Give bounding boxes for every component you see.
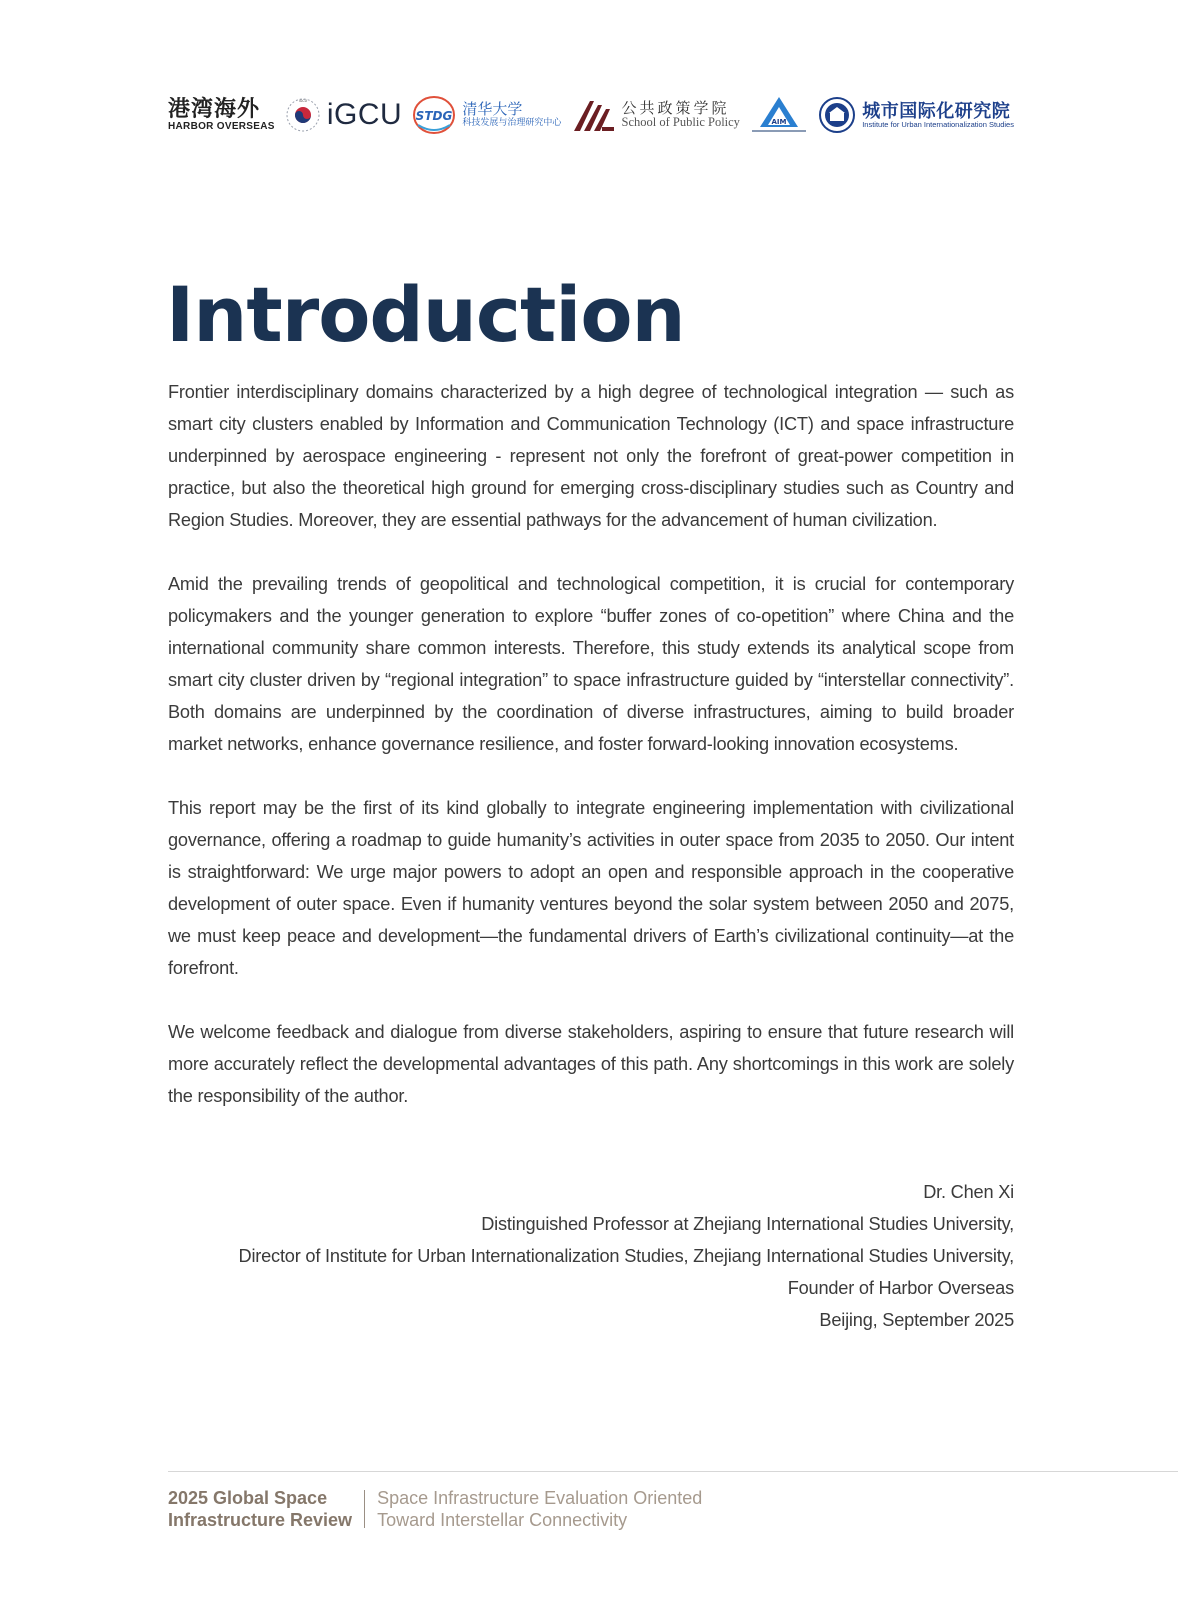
tsinghua-logo-cn: 清华大学 <box>462 100 523 119</box>
spp-logo-cn: 公共政策学院 <box>621 98 730 117</box>
footer-subtitle-line2: Toward Interstellar Connectivity <box>377 1510 628 1530</box>
paragraph-2: Amid the prevailing trends of geopolitical and technological competition, it is crucial for contemporary policymakers and the younger generation to explore “buffer zones of co-opetition” where China and the international community share common interests. Therefore, this study extends its analytical scope from smart city cluster driven by “regional integration” to space infrastructure guided by “interstellar connectivity”. Both domains are underpinned by the coordination of diverse infrastructures, aiming to build broader market networks, enhance governance resilience, and foster forward-looking innovation ecosystems. <box>168 574 1014 754</box>
tsinghua-stdg-logo <box>412 95 561 135</box>
iuis-emblem-icon <box>818 96 856 134</box>
spp-emblem-icon <box>572 97 616 133</box>
school-of-public-policy-logo <box>572 97 740 133</box>
svg-text:STDG: STDG <box>416 109 453 123</box>
author-name: Dr. Chen Xi <box>923 1182 1014 1202</box>
iuis-logo <box>818 96 1014 134</box>
page-title: Introduction <box>166 270 685 359</box>
svg-text:iGCU: iGCU <box>298 99 307 103</box>
logo-bar <box>168 92 1014 138</box>
author-title-1: Distinguished Professor at Zhejiang International Studies University, <box>481 1214 1014 1234</box>
footer-report-title-line2: Infrastructure Review <box>168 1510 353 1530</box>
stdg-emblem-icon <box>412 95 456 135</box>
footer-report-title <box>168 1487 364 1531</box>
svg-text:AIM: AIM <box>771 118 787 126</box>
aim-emblem-icon <box>750 95 808 135</box>
footer-subtitle-line1: Space Infrastructure Evaluation Oriented <box>377 1488 703 1508</box>
iuis-logo-en: Institute for Urban Internationalization Studies <box>862 119 1014 129</box>
signature-block <box>168 1176 1014 1336</box>
page-footer <box>168 1487 702 1531</box>
spp-logo-en: School of Public Policy <box>621 115 740 130</box>
place-date: Beijing, September 2025 <box>819 1310 1014 1330</box>
igcu-logo <box>285 97 402 133</box>
harbor-overseas-logo-en: HARBOR OVERSEAS <box>168 121 275 132</box>
author-title-2: Director of Institute for Urban Internationalization Studies, Zhejiang International Studies University, <box>238 1246 1014 1266</box>
aim-logo <box>750 95 808 135</box>
stdg-logo-cn-sub: 科技发展与治理研究中心 <box>462 117 562 128</box>
footer-divider <box>168 1471 1178 1472</box>
paragraph-4: We welcome feedback and dialogue from diverse stakeholders, aspiring to ensure that future research will more accurately reflect the developmental advantages of this path. Any shortcomings in this work are solely the responsibility of the author. <box>168 1022 1014 1106</box>
author-title-3: Founder of Harbor Overseas <box>787 1278 1014 1298</box>
igcu-emblem-icon <box>285 97 321 133</box>
body-text <box>168 376 1014 1144</box>
paragraph-1: Frontier interdisciplinary domains characterized by a high degree of technological integration — such as smart city clusters enabled by Information and Communication Technology (ICT) and space infrastructure underpinned by aerospace engineering - represent not only the forefront of great-power competition in practice, but also the theoretical high ground for emerging cross-disciplinary studies such as Country and Region Studies. Moreover, they are essential pathways for the advancement of human civilization. <box>168 382 1014 530</box>
iuis-logo-cn: 城市国际化研究院 <box>862 100 1011 121</box>
harbor-overseas-logo <box>168 98 275 132</box>
igcu-logo-text: iGCU <box>326 98 403 131</box>
footer-subtitle <box>365 1487 702 1531</box>
harbor-overseas-logo-cn: 港湾海外 <box>168 96 261 121</box>
paragraph-3: This report may be the first of its kind globally to integrate engineering implementation with civilizational governance, offering a roadmap to guide humanity’s activities in outer space from 2035 to 2050. Our intent is straightforward: We urge major powers to adopt an open and responsible approach in the cooperative development of outer space. Even if humanity ventures beyond the solar system between 2050 and 2075, we must keep peace and development—the fundamental drivers of Earth’s civilizational continuity—at the forefront. <box>168 798 1014 978</box>
footer-report-title-line1: 2025 Global Space <box>168 1488 328 1508</box>
